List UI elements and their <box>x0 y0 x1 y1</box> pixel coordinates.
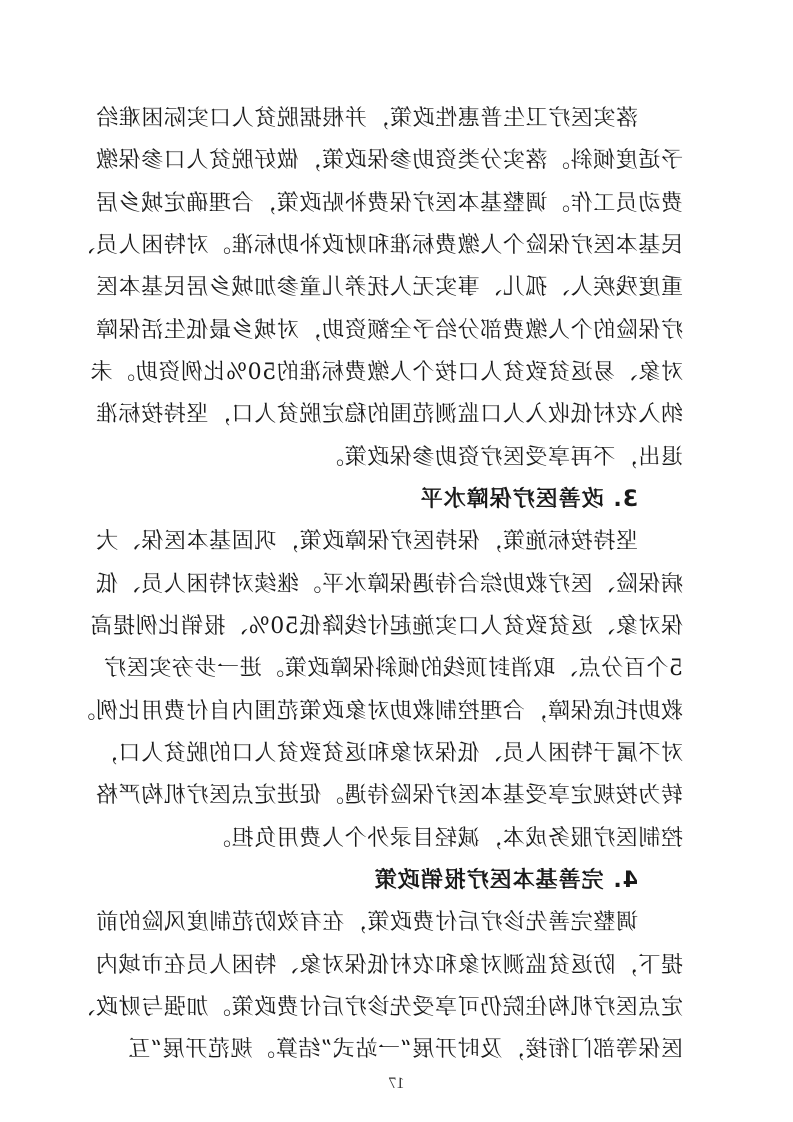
paragraph-line: 定点医疗机构住院仍可享受先诊疗后付费政策。加强与财政、 <box>72 995 683 1020</box>
paragraph-line: 提下，防返贫监测对象和农村低保对象、特困人员在市域内 <box>95 953 683 978</box>
paragraph-line: 病保险、医疗救助综合待遇保障水平。继续对特困人员、低 <box>95 572 683 597</box>
paragraph-line: 费动员工作。调整基本医疗保费补贴政策，合理确定城乡居 <box>95 191 683 216</box>
section-heading: 4. 完善基本医疗报销政策 <box>373 868 638 893</box>
paragraph-line: 重度残疾人、孤儿、事实无人抚养儿童参加城乡居民基本医 <box>95 275 683 300</box>
paragraph-line: 医保等部门衔接，及时开展“一站式”结算。规范开展“互 <box>127 1037 683 1062</box>
paragraph-line: 对不属于特困人员、低保对象和返贫致贫人口的脱贫人口， <box>95 741 683 766</box>
paragraph-line: 坚持按标施策，保持医疗保障政策，巩固基本医保、大 <box>95 529 638 554</box>
paragraph-line: 民基本医疗保险个人缴费标准和财政补助标准。对特困人员、 <box>72 233 683 258</box>
paragraph-line: 对象、易返贫致贫人口按个人缴费标准的50%比例资助。未 <box>89 360 683 385</box>
paragraph-line: 退出，不再享受医疗资助参保政策。 <box>321 445 683 470</box>
paragraph-line: 救助托底保障，合理控制救助对象政策范围内自付费用比例。 <box>72 699 683 724</box>
paragraph-line: 调整完善先诊疗后付费政策，在有效防范制度风险的前 <box>95 910 638 935</box>
page-number: 17 <box>388 1075 405 1092</box>
section-heading: 3. 改善医疗保障水平 <box>419 487 638 512</box>
paragraph-line: 5个百分点、取消封顶线的倾斜保障政策。进一步夯实医疗 <box>103 656 683 681</box>
paragraph-line: 控制医疗服务成本，减轻目录外个人费用负担。 <box>208 826 683 851</box>
paragraph-line: 转为按规定享受基本医疗保险待遇。促进定点医疗机构严格 <box>95 783 683 808</box>
paragraph-line: 落实医疗卫生普惠性政策，并根据脱贫人口实际困难给 <box>95 106 638 131</box>
paragraph-line: 疗保险的个人缴费部分给予全额资助，对城乡最低生活保障 <box>95 318 683 343</box>
paragraph-line: 予适度倾斜。落实分类资助参保政策，做好脱贫人口参保缴 <box>95 148 683 173</box>
paragraph-line: 保对象、返贫致贫人口实施起付线降低50%、报销比例提高 <box>89 614 683 639</box>
paragraph-line: 纳入农村低收入人口监测范围的稳定脱贫人口，坚持按标准 <box>95 402 683 427</box>
